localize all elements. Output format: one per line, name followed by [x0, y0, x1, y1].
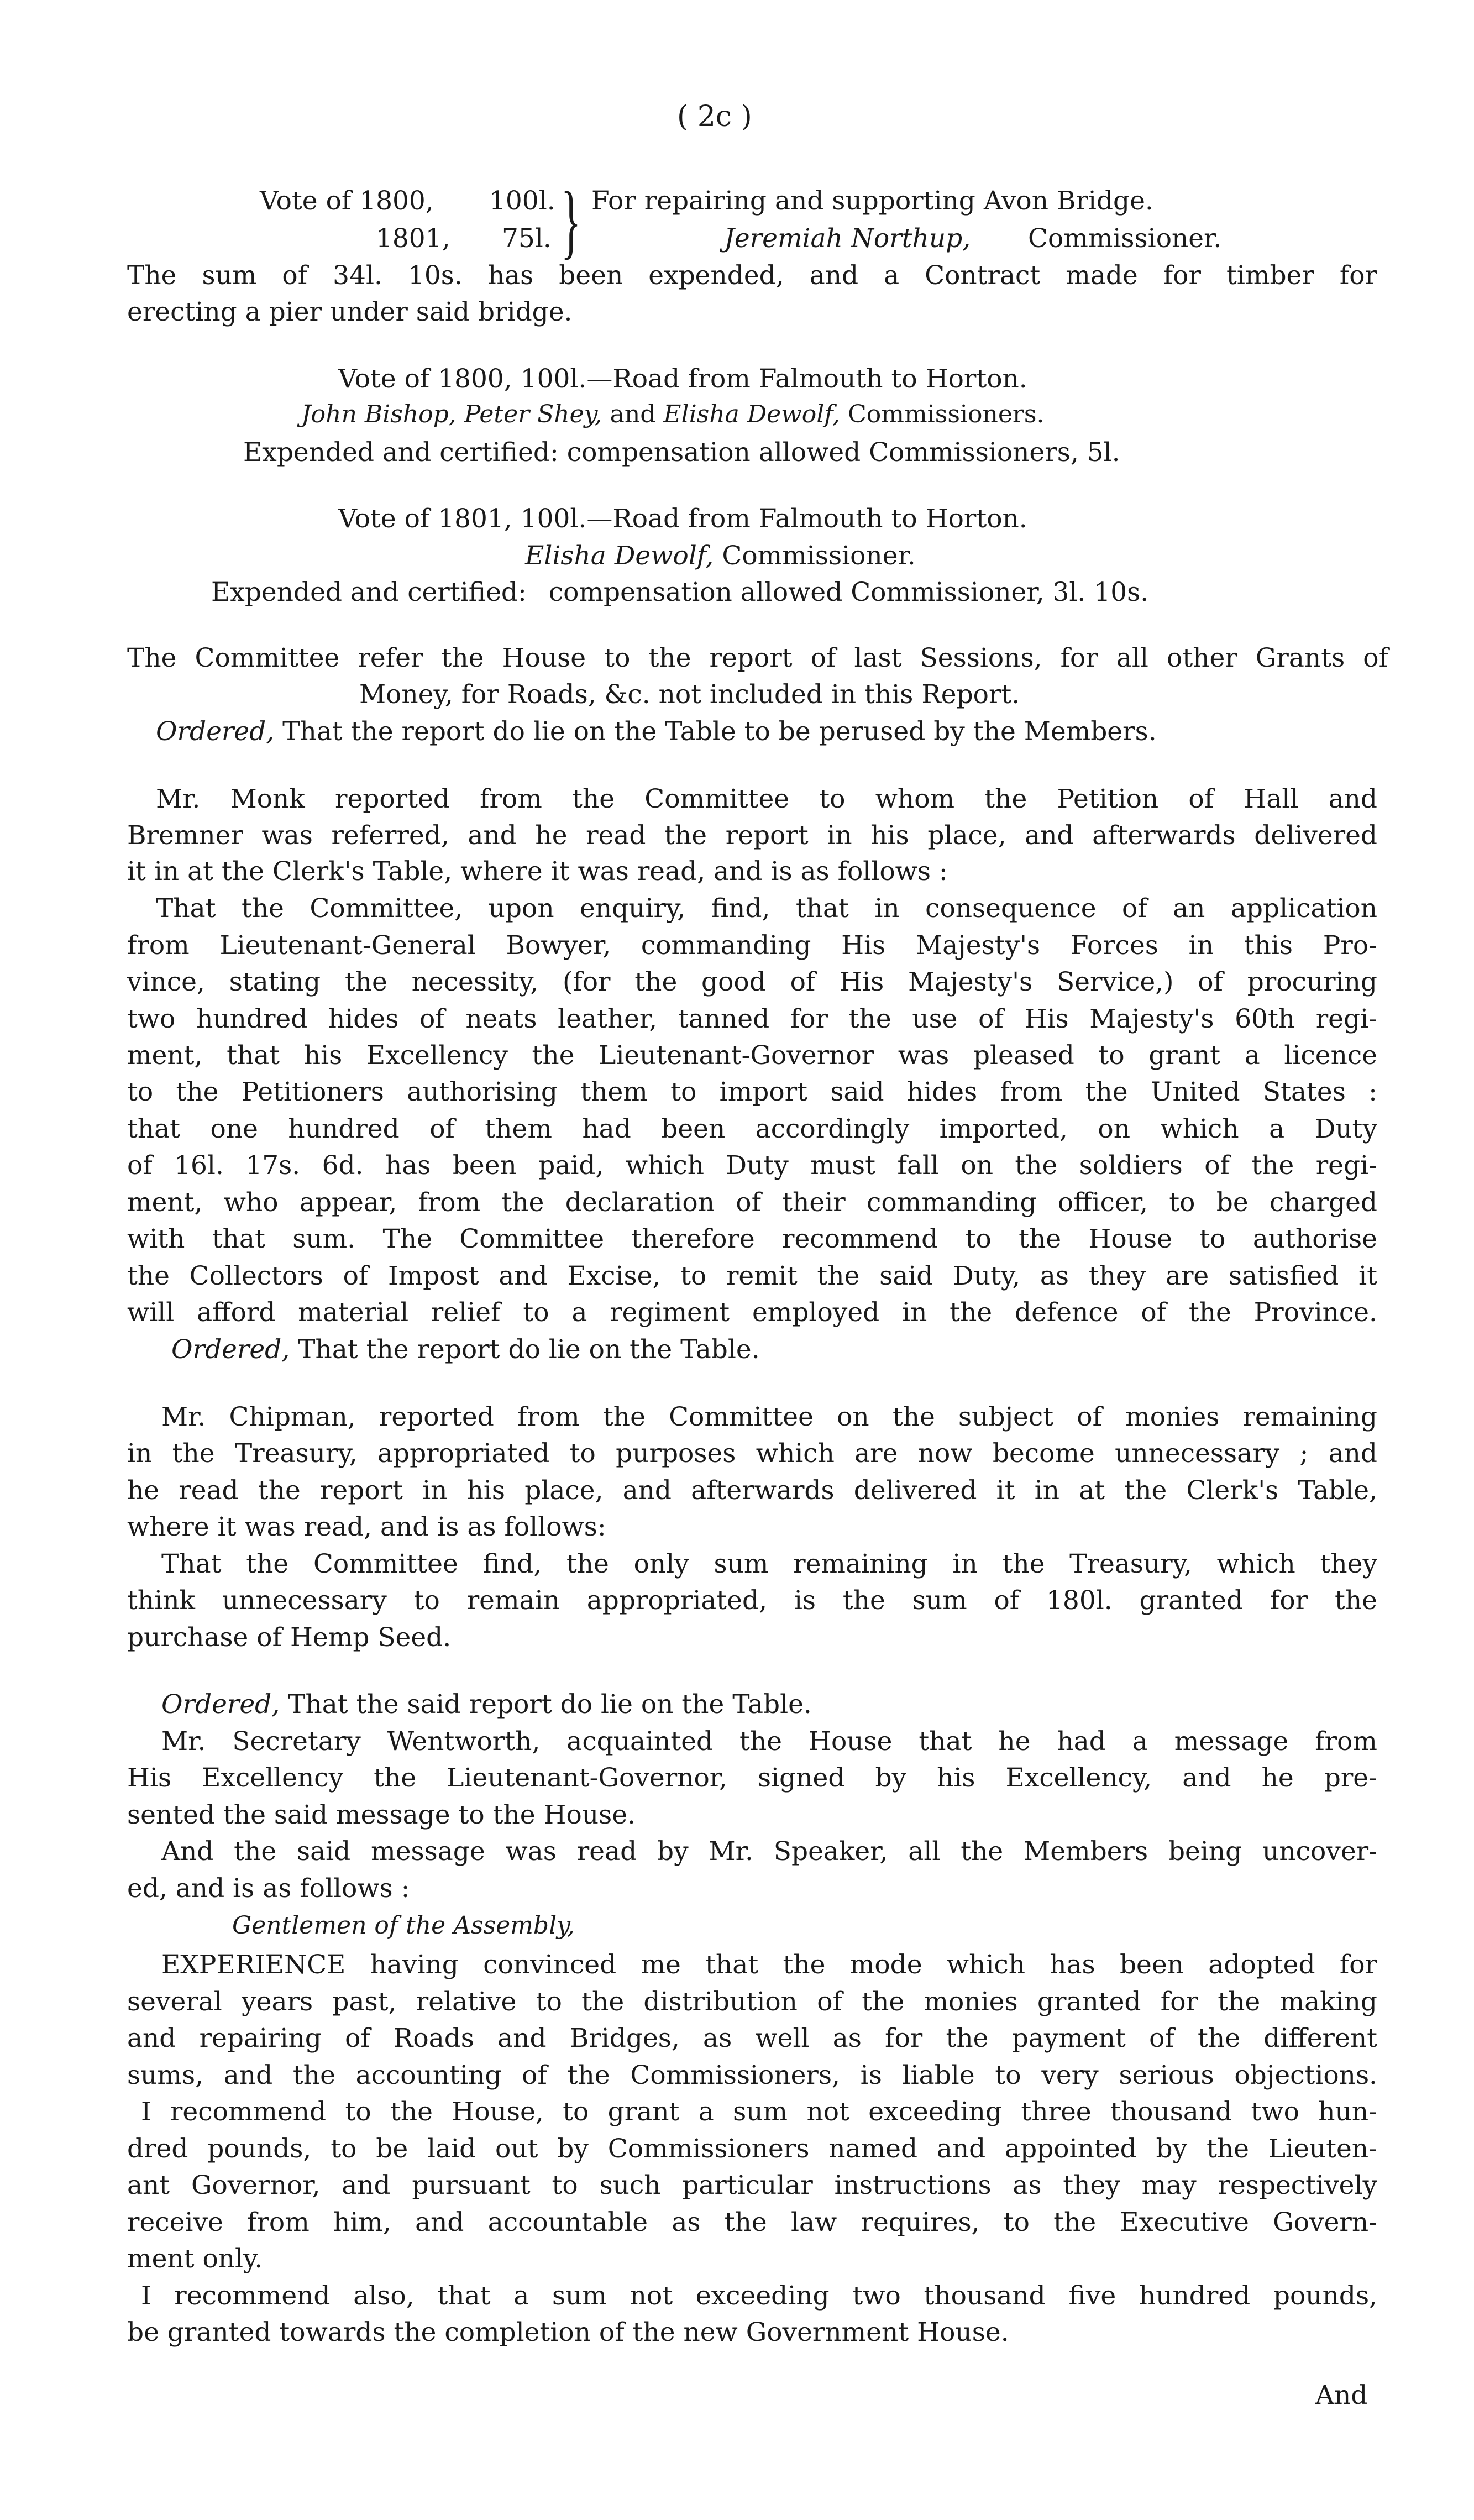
chipman-line: Mr. Chipman, reported from the Committee on the subject of monies remaining: [161, 1402, 1377, 1432]
monk-line: the Collectors of Impost and Excise, to remit the said Duty, as they are satisfied it: [127, 1261, 1377, 1291]
road-1800-title: Commissioners.: [848, 400, 1045, 428]
message-line: and repairing of Roads and Bridges, as well as for the payment of the different: [127, 2023, 1377, 2053]
avon-expended-line-1: The sum of 34l. 10s. has been expended, and a Contract made for timber for: [127, 260, 1377, 291]
chipman-line: he read the report in his place, and afterwards delivered it in at the Clerk's Table,: [127, 1475, 1377, 1506]
monk-line: it in at the Clerk's Table, where it was read, and is as follows :: [127, 856, 948, 887]
message-line: EXPERIENCE having convinced me that the mode which has been adopted for: [161, 1950, 1377, 1980]
chipman-line: purchase of Hemp Seed.: [127, 1622, 452, 1653]
vote-label-1800: Vote of 1800,: [260, 186, 434, 216]
message-line: sums, and the accounting of the Commissioners, is liable to very serious objections.: [127, 2060, 1377, 2091]
road-1801-expended-b: compensation allowed Commissioner, 3l. 10s.: [548, 577, 1149, 607]
road-1800-vote: Vote of 1800, 100l.—Road from Falmouth to Horton.: [338, 364, 1027, 394]
monk-ordered-label: Ordered,: [171, 1334, 290, 1365]
message-line: ment only.: [127, 2244, 263, 2274]
chipman-line: where it was read, and is as follows:: [127, 1512, 606, 1542]
road-1800-expended: Expended and certified: compensation allowed Commissioners, 5l.: [243, 437, 1120, 468]
message-line: I recommend also, that a sum not exceeding two thousand five hundred pounds,: [141, 2281, 1377, 2311]
monk-line: ment, who appear, from the declaration of their commanding officer, to be charged: [127, 1187, 1377, 1218]
monk-line: to the Petitioners authorising them to import said hides from the United States :: [127, 1077, 1377, 1107]
secretary-line: Mr. Secretary Wentworth, acquainted the House that he had a message from: [161, 1726, 1377, 1757]
monk-line: of 16l. 17s. 6d. has been paid, which Duty must fall on the soldiers of the regi-: [127, 1150, 1377, 1181]
message-line: several years past, relative to the distribution of the monies granted for the making: [127, 1987, 1377, 2017]
monk-line: from Lieutenant-General Bowyer, commanding His Majesty's Forces in this Pro-: [127, 930, 1377, 961]
monk-ordered-text: That the report do lie on the Table.: [298, 1334, 760, 1365]
road-1801-expended-a: Expended and certified:: [211, 577, 527, 607]
refer-ordered-label: Ordered,: [156, 716, 275, 747]
message-line: receive from him, and accountable as the law requires, to the Executive Govern-: [127, 2207, 1377, 2238]
refer-ordered-text: That the report do lie on the Table to be perused by the Members.: [282, 716, 1157, 747]
refer-line-2: Money, for Roads, &c. not included in this Report.: [359, 679, 1020, 710]
road-1801-vote: Vote of 1801, 100l.—Road from Falmouth to Horton.: [338, 504, 1027, 534]
monk-line: that one hundred of them had been accordingly imported, on which a Duty: [127, 1114, 1377, 1144]
secretary-line: sented the said message to the House.: [127, 1800, 636, 1830]
road-1800-and: and: [610, 400, 656, 428]
avon-purpose: For repairing and supporting Avon Bridge.: [591, 186, 1153, 216]
road-1800-names: John Bishop, Peter Shey,: [301, 400, 602, 428]
chipman-line: That the Committee find, the only sum remaining in the Treasury, which they: [161, 1549, 1377, 1579]
chipman-ordered-text: That the said report do lie on the Table.: [288, 1689, 812, 1720]
catchword: And: [1315, 2380, 1368, 2411]
road-1800-name3: Elisha Dewolf,: [663, 400, 841, 428]
secretary-line: And the said message was read by Mr. Speaker, all the Members being uncover-: [161, 1836, 1377, 1867]
message-salutation: Gentlemen of the Assembly,: [232, 1911, 575, 1940]
road-1801-name: Elisha Dewolf,: [525, 541, 714, 571]
avon-commissioner-title: Commissioner.: [1028, 223, 1222, 254]
monk-line: ment, that his Excellency the Lieutenant-Governor was pleased to grant a licence: [127, 1040, 1377, 1071]
monk-line: Bremner was referred, and he read the report in his place, and afterwards delivered: [127, 820, 1377, 851]
avon-expended-line-2: erecting a pier under said bridge.: [127, 297, 573, 327]
refer-line-1: The Committee refer the House to the report of last Sessions, for all other Grants of: [127, 643, 1388, 673]
message-line: dred pounds, to be laid out by Commissioners named and appointed by the Lieuten-: [127, 2134, 1377, 2164]
brace-icon: }: [561, 175, 581, 267]
vote-amount-1800: 100l.: [489, 186, 555, 216]
monk-line: That the Committee, upon enquiry, find, that in consequence of an application: [156, 893, 1377, 924]
road-1801-title: Commissioner.: [722, 541, 916, 571]
vote-label-1801: 1801,: [376, 223, 450, 254]
monk-line: two hundred hides of neats leather, tanned for the use of His Majesty's 60th regi-: [127, 1004, 1377, 1034]
message-line: I recommend to the House, to grant a sum not exceeding three thousand two hun-: [141, 2097, 1377, 2127]
avon-commissioner-name: Jeremiah Northup,: [724, 223, 971, 254]
message-line: ant Governor, and pursuant to such particular instructions as they may respectively: [127, 2170, 1377, 2201]
chipman-line: think unnecessary to remain appropriated, is the sum of 180l. granted for the: [127, 1585, 1377, 1616]
vote-amount-1801: 75l.: [502, 223, 552, 254]
page-number: ( 2c ): [677, 100, 752, 133]
monk-line: will afford material relief to a regiment employed in the defence of the Province.: [127, 1297, 1377, 1328]
chipman-line: in the Treasury, appropriated to purposes which are now become unnecessary ; and: [127, 1438, 1377, 1469]
secretary-line: ed, and is as follows :: [127, 1873, 410, 1904]
monk-line: with that sum. The Committee therefore recommend to the House to authorise: [127, 1224, 1377, 1254]
monk-line: Mr. Monk reported from the Committee to whom the Petition of Hall and: [156, 784, 1377, 814]
chipman-ordered-label: Ordered,: [161, 1689, 280, 1720]
message-line: be granted towards the completion of the new Government House.: [127, 2317, 1009, 2348]
secretary-line: His Excellency the Lieutenant-Governor, signed by his Excellency, and he pre-: [127, 1763, 1377, 1793]
monk-line: vince, stating the necessity, (for the good of His Majesty's Service,) of procuring: [127, 967, 1377, 997]
